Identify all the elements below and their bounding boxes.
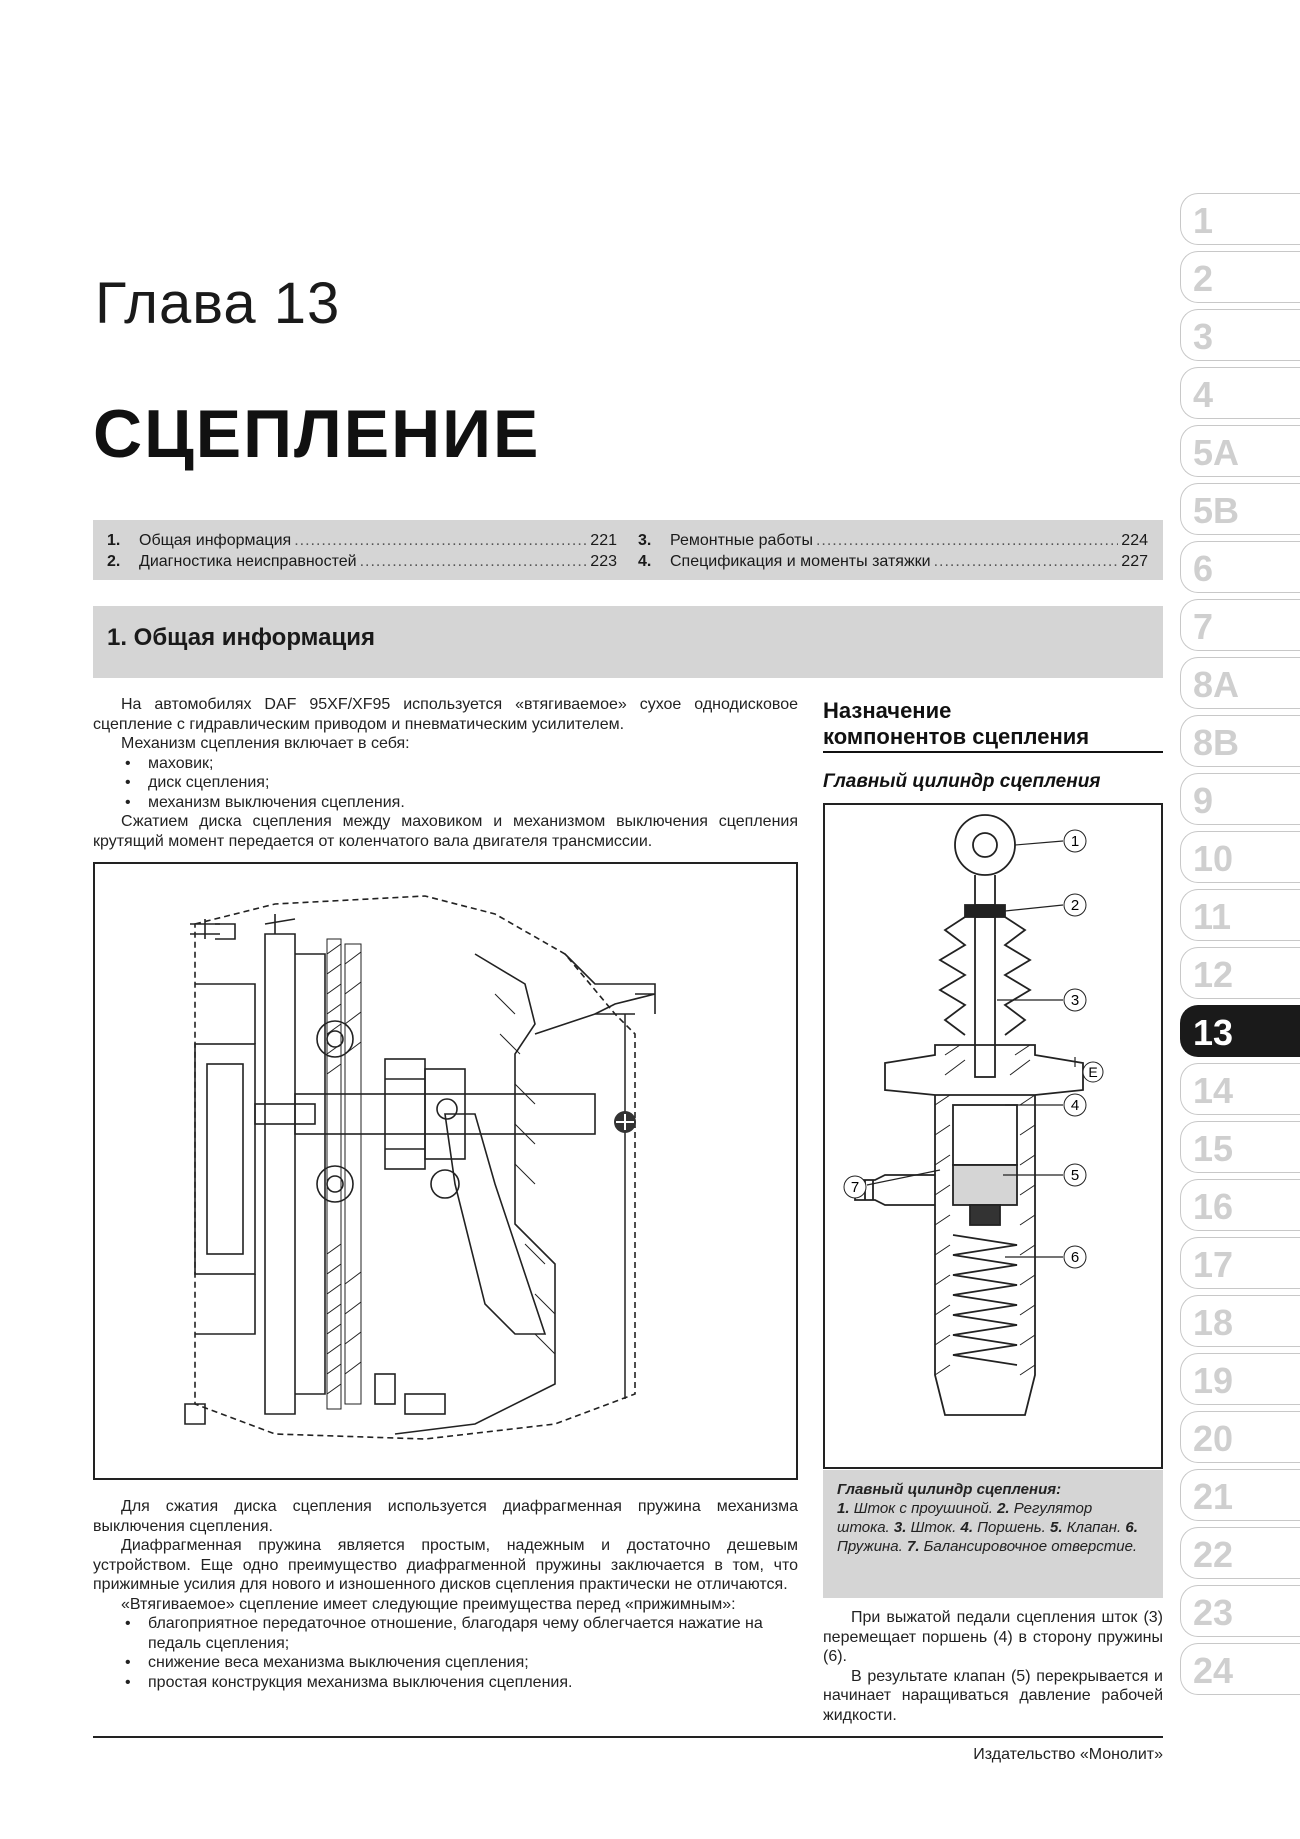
svg-text:6: 6 [1070,1249,1080,1266]
master-cylinder-figure [823,803,1163,1469]
section-header [93,606,1163,678]
callout-7 [844,1176,866,1198]
chapter-label: Глава 13 [95,271,341,336]
caption-title: Главный цилиндр сцепления: [837,1481,1062,1498]
svg-text:2: 2 [1070,897,1080,914]
list-item: • механизм выключения сцепления. [93,793,798,813]
svg-text:4: 4 [1070,1097,1080,1114]
svg-text:7: 7 [850,1179,860,1196]
toc-title: Общая информация [139,532,292,549]
sidebar-heading [823,698,1163,750]
publisher-name: Издательство «Монолит» [973,1746,1163,1763]
list-item: • снижение веса механизма выключения сцепления; [93,1653,798,1673]
tab-label: 15 [1193,1128,1234,1169]
tab-chapter-11[interactable] [1180,889,1300,941]
paragraph [93,1536,798,1595]
tab-label: 21 [1193,1476,1234,1517]
callout-6 [1064,1246,1086,1268]
tab-label: 3 [1193,316,1214,357]
footer-rule [93,1736,1163,1738]
tab-label: 5A [1193,432,1240,473]
gap-label-e [1083,1062,1103,1082]
tab-chapter-1[interactable] [1180,193,1300,245]
tab-chapter-3[interactable] [1180,309,1300,361]
tab-chapter-8b[interactable] [1180,715,1300,767]
list-item: • благоприятное передаточное отношение, благодаря чему облегчается нажатие на педаль сцепления; [93,1614,798,1653]
tab-label: 13 [1193,1012,1234,1053]
toc-title: Диагностика неисправностей [139,553,357,570]
tab-label: 8B [1193,722,1240,763]
tab-label: 16 [1193,1186,1234,1227]
tab-chapter-18[interactable] [1180,1295,1300,1347]
svg-text:3: 3 [1070,992,1080,1009]
tab-chapter-7[interactable] [1180,599,1300,651]
tab-chapter-19[interactable] [1180,1353,1300,1405]
lower-text [93,1497,798,1692]
tab-label: 5B [1193,490,1240,531]
list-item: • простая конструкция механизма выключения сцепления. [93,1673,798,1693]
tab-chapter-2[interactable] [1180,251,1300,303]
tab-label: 19 [1193,1360,1234,1401]
paragraph-text: На автомобилях DAF 95XF/XF95 используется «втягиваемое» сухое однодисковое сцепление с гидравлическим приводом и пневматическим усилителем. [93,696,798,733]
caption-items: 1. Шток с проушиной. 2. Регулятор штока. 3. Шток. 4. Поршень. 5. Клапан. 6. Пружина. 7. Балансировочное отверстие. [837,1500,1138,1555]
tab-label: 1 [1193,200,1214,241]
toc-entry-2[interactable] [107,551,617,572]
master-cylinder-drawing [825,805,1161,1467]
callout-4 [1064,1094,1086,1116]
paragraph [93,695,798,734]
paragraph-text: Механизм сцепления включает в себя: [121,735,410,752]
tab-label: 12 [1193,954,1234,995]
toc-number: 2. [107,553,121,570]
section-title: 1. Общая информация [107,624,375,651]
toc-page: 221 [590,532,617,549]
advantages-list [93,1614,798,1692]
tab-chapter-4[interactable] [1180,367,1300,419]
tab-label: 10 [1193,838,1234,879]
tab-chapter-22[interactable] [1180,1527,1300,1579]
tab-chapter-5a[interactable] [1180,425,1300,477]
callout-2 [1064,894,1086,916]
component-list [93,754,798,813]
paragraph-text: «Втягиваемое» сцепление имеет следующие преимущества перед «прижимным»: [121,1595,736,1613]
sidebar-text [823,1608,1163,1725]
paragraph [823,1667,1163,1726]
toc-entry-4[interactable] [638,551,1148,572]
tab-chapter-17[interactable] [1180,1237,1300,1289]
tab-label: 24 [1193,1650,1234,1691]
list-item: • маховик; [93,754,798,774]
direction-indicator [614,1014,636,1399]
svg-text:5: 5 [1070,1167,1080,1184]
toc-leader [816,530,1118,551]
tab-chapter-13[interactable] [1180,1005,1300,1057]
tab-label: 18 [1193,1302,1234,1343]
sidebar-heading-line2: компонентов сцепления [823,724,1090,749]
tab-label: 23 [1193,1592,1234,1633]
tab-chapter-12[interactable] [1180,947,1300,999]
paragraph [823,1608,1163,1667]
callout-5 [1064,1164,1086,1186]
tab-label: 14 [1193,1070,1234,1111]
paragraph-text: Сжатием диска сцепления между маховиком и механизмом выключения сцепления крутящий момент передается от коленчатого вала двигателя трансмиссии. [93,813,798,850]
toc-leader [360,551,588,572]
tab-label: 20 [1193,1418,1234,1459]
paragraph [93,1497,798,1536]
paragraph [93,734,798,754]
heading-underline [823,751,1163,753]
tab-chapter-8a[interactable] [1180,657,1300,709]
tab-chapter-23[interactable] [1180,1585,1300,1637]
tab-label: 17 [1193,1244,1234,1285]
tab-chapter-16[interactable] [1180,1179,1300,1231]
toc-page: 224 [1121,532,1148,549]
toc-number: 4. [638,553,652,570]
tab-chapter-14[interactable] [1180,1063,1300,1115]
paragraph-text: Для сжатия диска сцепления используется диафрагменная пружина механизма выключения сцепления. [93,1498,798,1535]
tab-chapter-9[interactable] [1180,773,1300,825]
sidebar-subheading: Главный цилиндр сцепления [823,771,1101,792]
toc-number: 3. [638,532,652,549]
chapter-title: СЦЕПЛЕНИЕ [93,396,541,472]
clutch-cross-section-figure [93,862,798,1480]
figure-caption [823,1470,1163,1598]
paragraph [93,812,798,851]
tab-chapter-21[interactable] [1180,1469,1300,1521]
tab-label: 7 [1193,606,1214,647]
tab-chapter-15[interactable] [1180,1121,1300,1173]
toc-page: 223 [590,553,617,570]
list-item: • диск сцепления; [93,773,798,793]
tab-chapter-24[interactable] [1180,1643,1300,1695]
clutch-assembly-drawing [95,864,796,1478]
tab-chapter-6[interactable] [1180,541,1300,593]
toc-entry-3[interactable] [638,530,1148,551]
tab-label: 11 [1193,896,1232,937]
tab-label: 2 [1193,258,1214,299]
paragraph-text: При выжатой педали сцепления шток (3) перемещает поршень (4) в сторону пружины (6). [823,1609,1163,1665]
toc-leader [934,551,1119,572]
table-of-contents [93,520,1163,580]
chapter-tabs [1180,193,1300,1701]
paragraph-text: Диафрагменная пружина является простым, надежным и достаточно дешевым устройством. Еще одно преимущество диафрагменной пружины заключается в том, что прижимные усилия для нового и изношенного дисков сцепления практически не отличаются. [93,1537,798,1593]
tab-label: 4 [1193,374,1214,415]
tab-chapter-5b[interactable] [1180,483,1300,535]
toc-title: Спецификация и моменты затяжки [670,553,931,570]
tab-label: 6 [1193,548,1214,589]
tab-chapter-10[interactable] [1180,831,1300,883]
tab-chapter-20[interactable] [1180,1411,1300,1463]
intro-text [93,695,798,851]
callout-3 [1064,989,1086,1011]
tab-label: 8A [1193,664,1240,705]
callout-1 [1064,830,1086,852]
toc-number: 1. [107,532,121,549]
svg-text:E: E [1088,1064,1098,1080]
toc-entry-1[interactable] [107,530,617,551]
sidebar-heading-line1: Назначение [823,698,952,723]
tab-label: 9 [1193,780,1214,821]
paragraph [93,1595,798,1615]
toc-leader [294,530,587,551]
toc-title: Ремонтные работы [670,532,813,549]
tab-label: 22 [1193,1534,1234,1575]
toc-page: 227 [1121,553,1148,570]
svg-text:1: 1 [1070,833,1080,850]
paragraph-text: В результате клапан (5) перекрывается и начинает наращиваться давление рабочей жидкости. [823,1667,1163,1724]
